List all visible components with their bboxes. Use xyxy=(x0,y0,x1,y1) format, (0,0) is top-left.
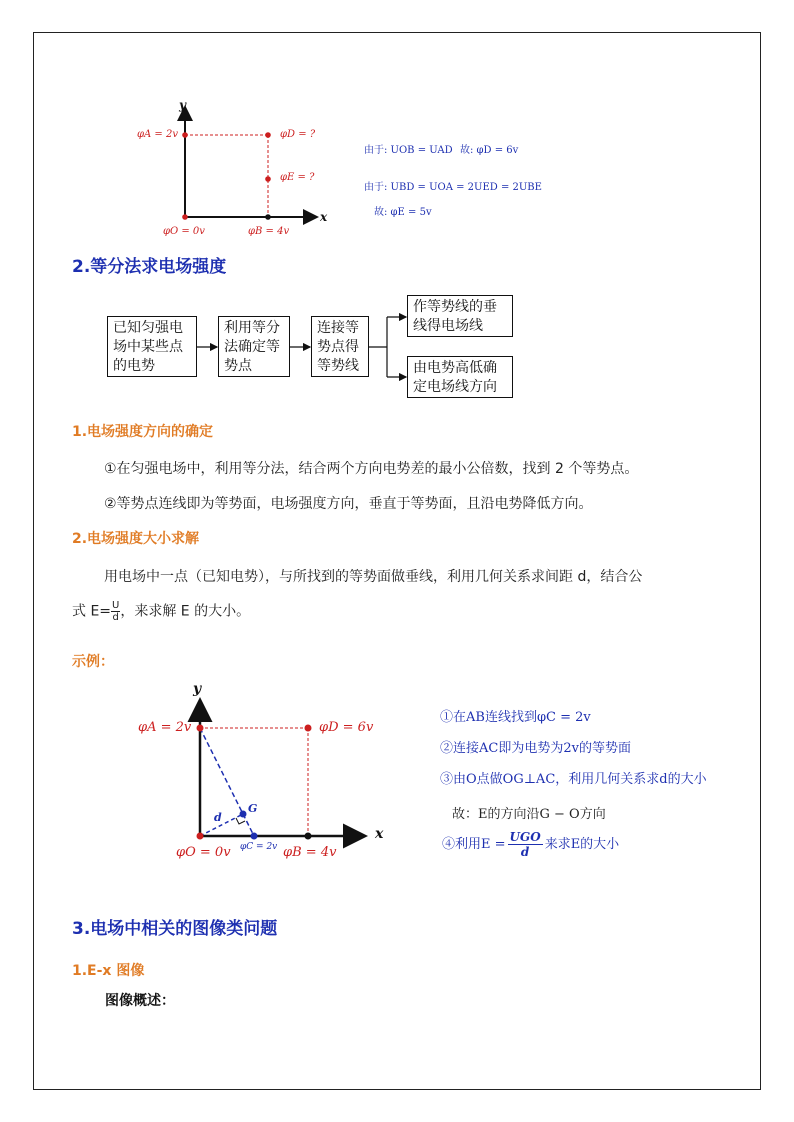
fig2-step-1: ①在AB连线找到φC = 2v xyxy=(440,710,591,725)
paragraph-1: ①在匀强电场中，利用等分法，结合两个方向电势差的最小公倍数，找到 2 个等势点。 xyxy=(104,461,639,477)
point-O xyxy=(182,214,188,220)
section-3-heading: 3.电场中相关的图像类问题 xyxy=(72,919,278,939)
fig1-phi-E: φE = ? xyxy=(280,172,315,183)
flow-box-3: 连接等势点得等势线 xyxy=(311,316,369,377)
fig1-phi-O: φO = 0v xyxy=(163,226,205,237)
formula-suffix: ，来求解 E 的大小。 xyxy=(120,603,251,620)
sub-heading-direction: 1.电场强度方向的确定 xyxy=(72,424,214,440)
fig2-step-3b: 故：E的方向沿G − O方向 xyxy=(452,807,606,822)
fig2-phi-O: φO = 0v xyxy=(176,845,231,860)
fig1-note-2: 由于: UBD = UOA = 2UED = 2UBE xyxy=(364,182,542,193)
fig1-phi-D: φD = ? xyxy=(280,129,316,140)
figure-2-diagram xyxy=(185,690,375,850)
flow-box-4: 作等势线的垂线得电场线 xyxy=(407,295,513,337)
fig2-phi-B: φB = 4v xyxy=(283,845,337,860)
fig1-note-3: 故: φE = 5v xyxy=(374,207,432,218)
fig1-y-label: y xyxy=(179,98,186,112)
point-D xyxy=(265,132,271,138)
point-B xyxy=(265,214,271,220)
point-D-2 xyxy=(305,725,312,732)
fig2-d-label: d xyxy=(214,811,222,824)
fig2-step-3: ③由O点做OG⊥AC，利用几何关系求d的大小 xyxy=(440,772,707,787)
fig2-x-label: x xyxy=(375,826,384,842)
overview-label: 图像概述： xyxy=(105,993,175,1009)
fig1-note-1b: 故: φD = 6v xyxy=(460,145,519,156)
fraction-numerator: U xyxy=(112,600,120,611)
step4-suffix: 来求E的大小 xyxy=(544,837,620,852)
step4-prefix: ④利用E = xyxy=(442,837,506,852)
paragraph-3: 用电场中一点（已知电势），与所找到的等势面做垂线，利用几何关系求间距 d，结合公 xyxy=(104,569,643,585)
paragraph-4 xyxy=(72,600,250,623)
sub-heading-ex-graph: 1.E-x 图像 xyxy=(72,963,145,979)
fraction-denominator: d xyxy=(112,612,119,623)
fig2-G-label: G xyxy=(248,802,258,815)
fig1-note-1a: 由于: UOB = UAD xyxy=(364,145,453,156)
fig2-phi-C: φC = 2v xyxy=(240,842,278,852)
step4-denominator: d xyxy=(520,845,530,859)
fig2-step-2: ②连接AC即为电势为2v的等势面 xyxy=(440,741,631,756)
fig2-step-4 xyxy=(442,830,619,859)
flowchart-arrows xyxy=(195,290,415,400)
paragraph-2: ②等势点连线即为等势面，电场强度方向，垂直于等势面，且沿电势降低方向。 xyxy=(104,496,593,512)
step4-numerator: UGO xyxy=(509,830,541,844)
section-2-heading: 2.等分法求电场强度 xyxy=(72,257,227,277)
flow-box-5: 由电势高低确定电场线方向 xyxy=(407,356,513,398)
point-A-2 xyxy=(197,725,204,732)
line-AC xyxy=(200,728,254,836)
sub-heading-magnitude: 2.电场强度大小求解 xyxy=(72,531,200,547)
fig1-phi-B: φB = 4v xyxy=(248,226,290,237)
fig1-phi-A: φA = 2v xyxy=(137,129,178,140)
point-C-2 xyxy=(251,833,258,840)
formula-prefix: 式 E= xyxy=(72,603,112,620)
point-B-2 xyxy=(305,833,312,840)
fraction-U-over-d xyxy=(111,600,120,623)
point-G-2 xyxy=(240,811,247,818)
example-label: 示例： xyxy=(72,654,114,670)
point-E xyxy=(265,176,271,182)
fig1-x-label: x xyxy=(320,210,328,224)
point-A xyxy=(182,132,188,138)
fraction-UGO-over-d xyxy=(508,830,543,859)
flow-box-1: 已知匀强电场中某些点的电势 xyxy=(107,316,197,377)
point-O-2 xyxy=(197,833,204,840)
fig2-phi-A: φA = 2v xyxy=(138,720,192,735)
fig2-y-label: y xyxy=(193,681,202,697)
flow-box-2: 利用等分法确定等势点 xyxy=(218,316,290,377)
fig2-phi-D: φD = 6v xyxy=(319,720,374,735)
figure-1-diagram xyxy=(120,95,350,245)
right-angle-mark xyxy=(236,818,245,824)
